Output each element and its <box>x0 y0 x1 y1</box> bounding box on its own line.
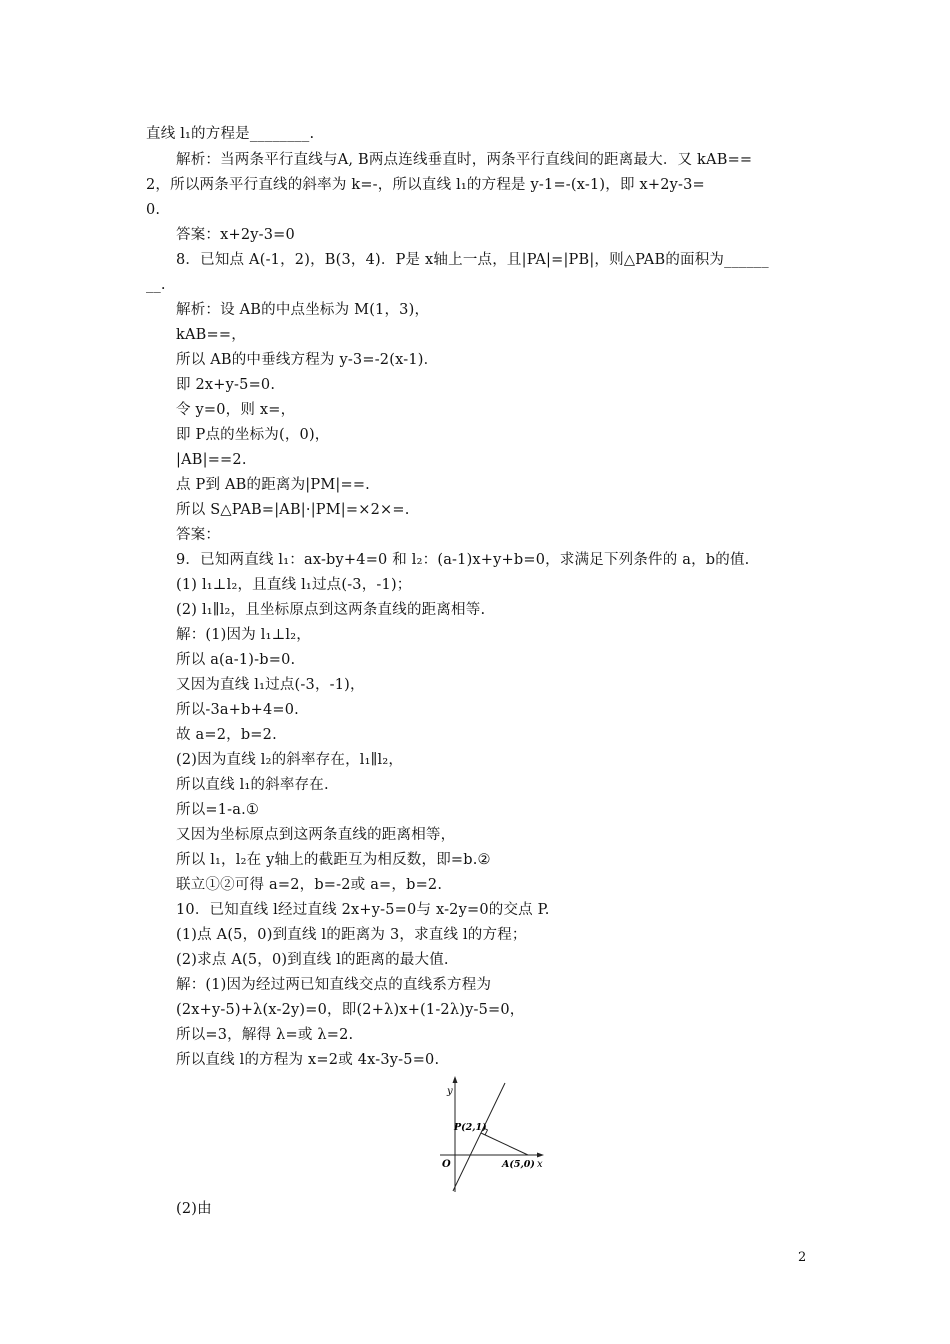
text-line: 解：(1)因为经过两已知直线交点的直线系方程为 <box>176 977 492 993</box>
text-line: 解析：当两条平行直线与A, B两点连线垂直时，两条平行直线间的距离最大．又 kAB== <box>176 152 753 168</box>
text-line: 所以=3，解得 λ=或 λ=2. <box>176 1027 354 1043</box>
text-line: 所以直线 l₁的斜率存在. <box>176 777 329 793</box>
text-line: (1) l₁⊥l₂，且直线 l₁过点(-3，-1)； <box>176 577 412 593</box>
x-axis-label: x <box>537 1159 543 1170</box>
coordinate-figure <box>436 1074 548 1194</box>
text-line: 联立①②可得 a=2，b=-2或 a=，b=2. <box>176 877 443 893</box>
text-line: 又因为直线 l₁过点(-3，-1)， <box>176 677 365 693</box>
text-line: kAB==， <box>176 327 246 343</box>
text-line: 所以 a(a-1)-b=0. <box>176 652 296 668</box>
text-line: 所以=1-a.① <box>176 802 260 818</box>
text-line: (2)求点 A(5，0)到直线 l的距离的最大值. <box>176 952 449 968</box>
text-line: |AB|==2. <box>176 452 247 468</box>
y-axis-arrow <box>453 1076 458 1083</box>
text-line: 答案： <box>176 527 221 543</box>
text-line: 即 P点的坐标为(，0)， <box>176 427 330 443</box>
text-line: 所以直线 l的方程为 x=2或 4x-3y-5=0. <box>176 1052 440 1068</box>
text-line: 解析：设 AB的中点坐标为 M(1，3)， <box>176 302 430 318</box>
origin-label: O <box>442 1159 451 1170</box>
segment-pa <box>481 1133 528 1155</box>
y-axis-label: y <box>447 1086 453 1097</box>
text-line: 所以 l₁，l₂在 y轴上的截距互为相反数，即=b.② <box>176 852 491 868</box>
text-line: 又因为坐标原点到这两条直线的距离相等， <box>176 827 456 843</box>
question-9: 9．已知两直线 l₁：ax-by+4=0 和 l₂：(a-1)x+y+b=0，求满足下列条件的 a，b的值. <box>176 552 750 568</box>
text-line: (2x+y-5)+λ(x-2y)=0，即(2+λ)x+(1-2λ)y-5=0， <box>176 1002 525 1018</box>
text-line: 故 a=2，b=2. <box>176 727 277 743</box>
question-10: 10．已知直线 l经过直线 2x+y-5=0与 x-2y=0的交点 P. <box>176 902 550 918</box>
point-p-label: P(2,1) <box>454 1122 487 1133</box>
text-line: 直线 l₁的方程是________. <box>146 126 315 142</box>
question-8: 8．已知点 A(-1，2)，B(3，4)．P是 x轴上一点，且|PA|=|PB|，则△PAB的面积为______ <box>176 252 769 268</box>
x-axis-arrow <box>537 1153 544 1158</box>
text-line: 所以-3a+b+4=0. <box>176 702 299 718</box>
text-line: (2)因为直线 l₂的斜率存在，l₁∥l₂， <box>176 752 404 768</box>
text-line: (2)由 <box>176 1201 212 1217</box>
text-line: 所以 S△PAB=|AB|·|PM|=×2×=. <box>176 502 410 518</box>
text-line: (1)点 A(5，0)到直线 l的距离为 3，求直线 l的方程； <box>176 927 527 943</box>
text-line: 即 2x+y-5=0. <box>176 377 276 393</box>
point-a-label: A(5,0) <box>502 1159 535 1170</box>
line-l <box>453 1083 505 1191</box>
text-line: 令 y=0，则 x=， <box>176 402 296 418</box>
page-number: 2 <box>798 1250 807 1265</box>
text-line: __. <box>146 277 166 293</box>
text-line: 答案：x+2y-3=0 <box>176 227 295 243</box>
text-line: 2，所以两条平行直线的斜率为 k=-，所以直线 l₁的方程是 y-1=-(x-1)，即 x+2y-3= <box>146 177 705 193</box>
text-line: (2) l₁∥l₂，且坐标原点到这两条直线的距离相等. <box>176 602 486 618</box>
text-line: 点 P到 AB的距离为|PM|==. <box>176 477 370 493</box>
text-line: 0. <box>146 202 161 218</box>
text-line: 解：(1)因为 l₁⊥l₂， <box>176 627 311 643</box>
text-line: 所以 AB的中垂线方程为 y-3=-2(x-1)． <box>176 352 439 368</box>
